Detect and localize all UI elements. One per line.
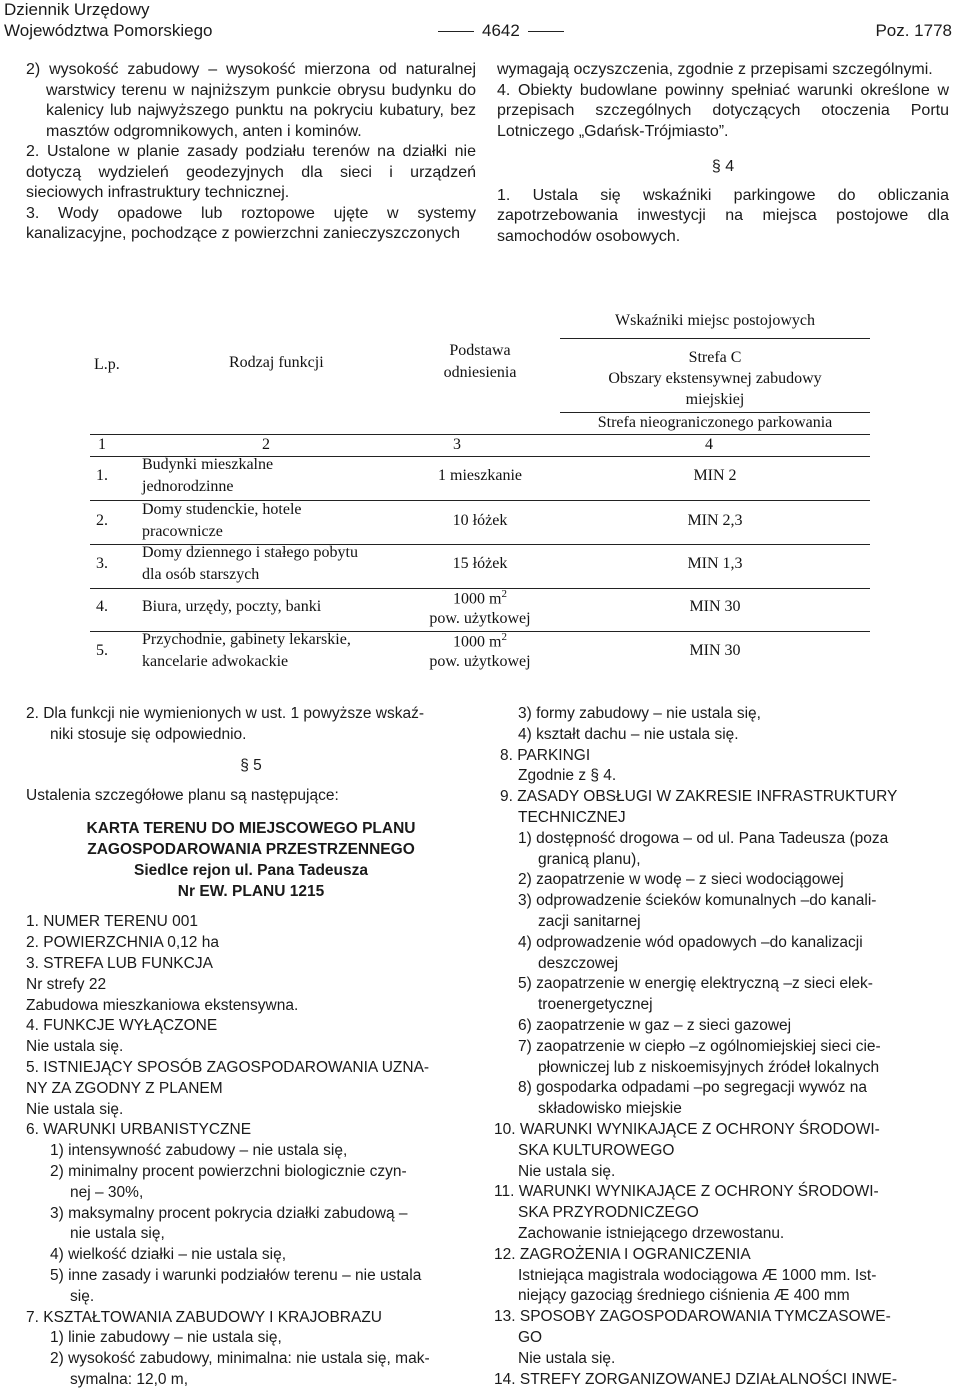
list-item: 8. PARKINGI [500,746,591,764]
list-item: granicą planu), [538,850,641,868]
divider [560,338,870,339]
list-item: 3) odprowadzenie ścieków komunalnych –do kanali- [518,892,877,910]
bottom-left-column [26,704,476,1391]
row-rodzaj: kancelarie adwokackie [142,653,289,670]
page-header [0,0,960,44]
col-number: 3 [453,436,461,453]
list-item: niejący gazociąg średniego ciśnienia Æ 400 mm [518,1287,850,1305]
card-title: Siedlce rejon ul. Pana Tadeusza [133,861,368,879]
row-wskaznik: MIN 2 [693,467,737,484]
list-item: 13. SPOSOBY ZAGOSPODAROWANIA TYMCZASOWE- [494,1308,891,1326]
list-item: Nr strefy 22 [26,975,107,993]
row-wskaznik: MIN 30 [689,642,741,659]
row-lp: 1. [96,467,108,484]
list-item: 7. KSZTAŁTOWANIA ZABUDOWY I KRAJOBRAZU [26,1308,382,1326]
list-item: 6. WARUNKI URBANISTYCZNE [26,1121,252,1139]
list-item: 5) inne zasady i warunki podziałów terenu – nie ustala [50,1266,422,1284]
list-item: 14. STREFY ZORGANIZOWANEJ DZIAŁALNOŚCI INWE- [494,1370,898,1388]
list-item: 5. ISTNIEJĄCY SPOSÓB ZAGOSPODAROWANIA UZNA- [26,1058,430,1076]
paragraph: 1. Ustala się wskaźniki parkingowe do obliczania zapotrzebowania inwestycji na miejsca postojowe dla samochodów osobowych. [497,186,949,245]
paragraph: 2. Dla funkcji nie wymienionych w ust. 1 powyższe wskaź- [26,705,424,722]
row-podstawa: 1000 $m^2$ [453,631,507,651]
list-item: 1) linie zabudowy – nie ustala się, [50,1329,282,1347]
top-right-column [497,60,949,247]
row-podstawa: 1000 $m^2$ [453,588,507,608]
row-rodzaj: Domy dziennego i stałego pobytu [142,544,358,561]
top-left-column [26,60,476,245]
row-lp: 5. [96,642,108,659]
row-podstawa: 10 łóżek [452,512,508,529]
strefa-header-3: miejskiej [685,391,745,408]
paragraph: 2) wysokość zabudowy – wysokość mierzona od naturalnej warstwicy terenu w najniższym punkcie obrysu budynku do kalenicy lub najwyższego punktu na pokryciu kubatury, bez masztów odgromnikowych, anten i kominów. [26,61,476,140]
list-item: TECHNICZNEJ [518,808,626,826]
list-item: nej – 30%, [70,1183,144,1201]
list-item: 12. ZAGROŻENIA I OGRANICZENIA [494,1245,751,1263]
list-item: 8) gospodarka odpadami –po segregacji wywóz na [518,1079,867,1097]
list-item: 3) maksymalny procent pokrycia działki zabudową – [50,1204,408,1222]
list-item: Nie ustala się. [26,1100,124,1118]
list-item: nie ustala się, [70,1225,165,1243]
list-item: 9. ZASADY OBSŁUGI W ZAKRESIE INFRASTRUKTURY [500,788,898,806]
row-rodzaj: Przychodnie, gabinety lekarskie, [142,631,351,648]
list-item: płowniczej lub z niskoemisyjnych źródeł lokalnych [538,1058,880,1076]
col-podstawa-header-1: Podstawa [449,342,511,359]
row-lp: 2. [96,512,108,529]
list-item: 4) kształt dachu – nie ustala się. [518,725,739,743]
col-lp-header: L.p. [94,356,120,373]
row-podstawa: 15 łóżek [452,555,508,572]
row-lp: 4. [96,598,108,615]
list-item: 2. POWIERZCHNIA 0,12 ha [26,934,219,952]
row-rodzaj: pracownicze [142,523,223,540]
position-number: Poz. 1778 [875,21,952,40]
list-item: Istniejąca magistrala wodociągowa Æ 1000 mm. Ist- [518,1266,877,1284]
card-title: ZAGOSPODAROWANIA PRZESTRZENNEGO [87,840,415,858]
list-item: 1) dostępność drogowa – od ul. Pana Tadeusza (poza [518,829,889,847]
list-item: deszczowej [538,954,619,972]
row-wskaznik: MIN 1,3 [687,555,743,572]
list-item: 3) formy zabudowy – nie ustala się, [518,705,761,722]
list-item: symalna: 12,0 m, [70,1370,189,1388]
col-number: 1 [98,436,106,453]
list-item: 2) zaopatrzenie w wodę – z sieci wodociągowej [518,871,844,889]
list-item: 2) minimalny procent powierzchni biologicznie czyn- [50,1162,407,1180]
list-item: 7) zaopatrzenie w ciepło –z ogólnomiejskiej sieci cie- [518,1037,881,1055]
list-item: się. [70,1287,95,1305]
list-item: NY ZA ZGODNY Z PLANEM [26,1079,223,1097]
list-item: SKA KULTUROWEGO [518,1141,675,1159]
list-item: zacji sanitarnej [538,912,641,930]
list-item: 6) zaopatrzenie w gaz – z sieci gazowej [518,1016,792,1034]
list-item: GO [518,1328,543,1346]
paragraph: wymagają oczyszczenia, zgodnie z przepisami szczególnymi. [497,61,933,78]
row-podstawa: 1 mieszkanie [438,467,522,484]
card-title: Nr EW. PLANU 1215 [177,882,325,900]
col-number: 4 [705,436,713,453]
row-lp: 3. [96,555,108,572]
journal-subtitle: Województwa Pomorskiego [4,21,213,40]
row-wskaznik: MIN 30 [689,598,741,615]
list-item: 5) zaopatrzenie w energię elektryczną –z sieci elek- [518,975,873,993]
list-item: 4) wielkość działki – nie ustala się, [50,1246,287,1264]
list-item: Nie ustala się. [518,1162,616,1180]
list-item: Zachowanie istniejącego drzewostanu. [518,1224,785,1242]
row-rodzaj: Budynki mieszkalne [142,456,274,473]
list-item: SKA PRZYRODNICZEGO [518,1204,699,1222]
row-rodzaj: Domy studenckie, hotele [142,501,302,518]
divider [560,412,870,413]
list-item: Nie ustala się. [26,1038,124,1056]
list-item: Zgodnie z § 4. [518,767,617,785]
row-rodzaj: jednorodzinne [142,478,234,495]
list-item: 4) odprowadzenie wód opadowych –do kanalizacji [518,933,863,951]
col-rodzaj-header: Rodzaj funkcji [229,354,324,371]
col-podstawa-header-2: odniesienia [443,364,517,381]
list-item: 1) intensywność zabudowy – nie ustala się, [50,1142,348,1160]
paragraph: 3. Wody opadowe lub roztopowe ujęte w systemy kanalizacyjne, pochodzące z powierzchni zanieczyszczonych [26,204,476,242]
list-item: troenergetycznej [538,996,653,1014]
list-item: 2) wysokość zabudowy, minimalna: nie ustala się, mak- [50,1350,430,1368]
strefa-header-2: Obszary ekstensywnej zabudowy [608,370,822,387]
row-podstawa: pow. użytkowej [429,653,531,670]
section-heading: § 4 [711,158,735,175]
paragraph: 2. Ustalone w planie zasady podziału terenów na działki nie dotyczą wydzieleń geodezyjnych dla sieci i urządzeń sieciowych infrastruktury technicznej. [26,143,476,201]
list-item: 10. WARUNKI WYNIKAJĄCE Z OCHRONY ŚRODOWI- [494,1120,880,1138]
card-title: KARTA TERENU DO MIEJSCOWEGO PLANU [86,820,416,838]
list-item: 1. NUMER TERENU 001 [26,913,198,931]
parking-table [90,304,870,679]
list-item: składowisko miejskie [538,1100,682,1118]
row-wskaznik: MIN 2,3 [687,512,743,529]
list-item: 11. WARUNKI WYNIKAJĄCE Z OCHRONY ŚRODOWI- [494,1183,879,1201]
page-number: 4642 [430,21,572,41]
list-item: Zabudowa mieszkaniowa ekstensywna. [26,996,299,1014]
row-podstawa: pow. użytkowej [429,610,531,627]
paragraph: niki stosuje się odpowiednio. [50,725,247,743]
divider [90,434,870,435]
row-rodzaj: Biura, urzędy, poczty, banki [142,598,322,615]
section-heading: § 5 [240,756,262,774]
paragraph: 4. Obiekty budowlane powinny spełniać warunki określone w przepisach szczególnych dotyczących otoczenia Portu Lotniczego „Gdańsk-Trójmiasto”. [497,81,949,140]
list-item: Nie ustala się. [518,1349,616,1367]
journal-title: Dziennik Urzędowy [4,0,150,19]
list-item: 3. STREFA LUB FUNKCJA [26,954,213,972]
col-number: 2 [262,436,270,453]
strefa-header-4: Strefa nieograniczonego parkowania [597,414,833,431]
header-group: Wskaźniki miejsc postojowych [615,312,815,329]
bottom-right-column [494,704,956,1390]
strefa-header-1: Strefa C [688,349,742,366]
list-item: 4. FUNKCJE WYŁĄCZONE [26,1017,218,1035]
paragraph: Ustalenia szczegółowe planu są następujące: [26,787,339,805]
row-rodzaj: dla osób starszych [142,566,260,583]
